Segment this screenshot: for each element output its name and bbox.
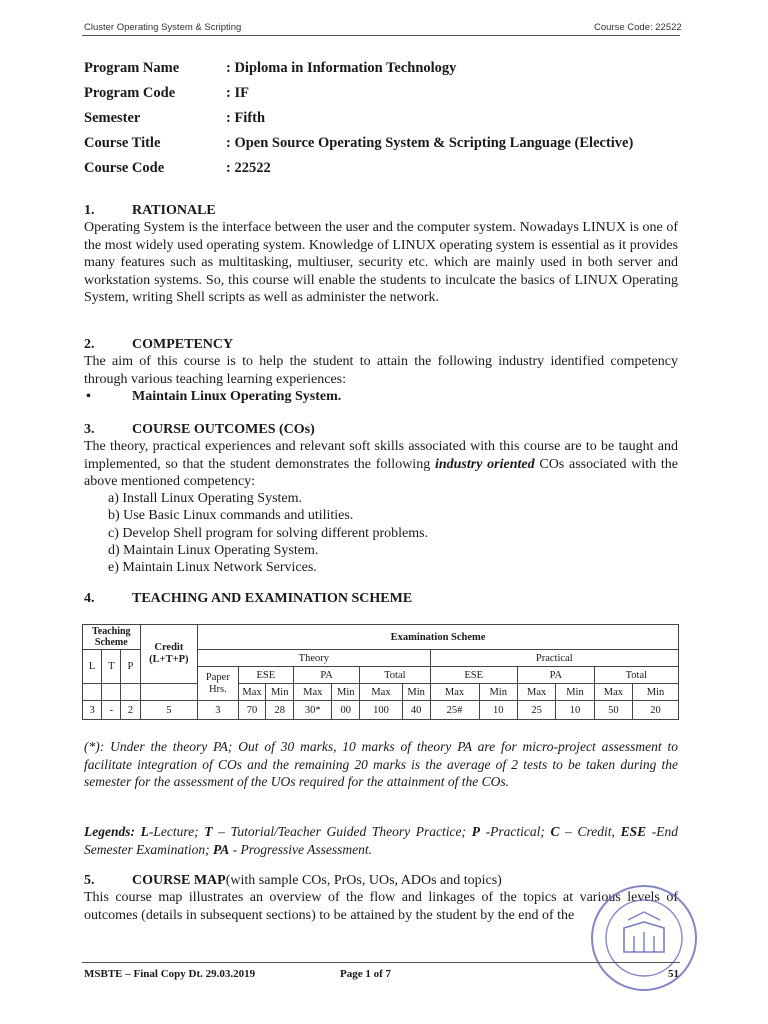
legends-label: Legends: [84,824,135,839]
table-cell: 00 [332,701,360,720]
min-header: Min [479,684,517,701]
table-cell: 25# [430,701,479,720]
list-item: c) Develop Shell program for solving different problems. [108,525,429,541]
min-header: Min [633,684,679,701]
legend-text: -End Semester Examination; [84,824,679,857]
legend-text: – Tutorial/Teacher Guided Theory Practice; [212,824,472,839]
table-cell: - [102,701,121,720]
max-header: Max [430,684,479,701]
rationale-text: Operating System is the interface between the user and the computer system. Nowadays LINUX is one of the most widely used operating system. Knowledge of LINUX operating system is essential as it provides many features such as multitasking, multiuser, security etc. which are mainly used in both server and workstation systems. So, this course will enable the students to inculcate the basics of LINUX Operating System, writing Shell scripts as well as administer the network. [84,220,678,305]
section-rationale-heading [84,203,216,219]
max-header: Max [360,684,403,701]
competency-bullet: Maintain Linux Operating System. [132,389,342,404]
table-cell: 40 [402,701,430,720]
section-competency-heading [84,337,233,353]
min-header: Min [402,684,430,701]
coursemap-text: This course map illustrates an overview of the flow and linkages of the topics at various levels of outcomes (details in subsequent sections) to be attained by the student by the end of the [84,890,678,923]
header-left: Cluster Operating System & Scripting [84,22,242,33]
blank-cell [140,684,198,701]
theory-header: Theory [198,650,430,667]
section-number: 1. [84,203,95,218]
theory-ese-header: ESE [238,667,293,684]
table-cell: 2 [121,701,140,720]
info-label: Semester [84,110,141,126]
section-title: TEACHING AND EXAMINATION SCHEME [132,591,413,606]
info-label: Course Code [84,160,165,176]
legends [84,823,678,858]
list-item: a) Install Linux Operating System. [108,491,303,506]
table-cell: 3 [198,701,239,720]
outcomes-list [108,490,428,576]
legend-key: P [471,824,480,839]
section-number: 4. [84,591,95,606]
l-header: L [83,650,102,684]
table-cell: 70 [238,701,266,720]
blank-cell [102,684,121,701]
practical-total-header: Total [594,667,678,684]
exam-scheme-header: Examination Scheme [198,625,679,650]
max-header: Max [294,684,332,701]
section-coursemap-heading [84,873,502,889]
legend-key: T [204,824,213,839]
max-header: Max [594,684,632,701]
table-cell: 10 [479,701,517,720]
practical-ese-header: ESE [430,667,517,684]
page-number: Page 1 of 7 [340,968,392,980]
table-cell: 5 [140,701,198,720]
competency-text: The aim of this course is to help the student to attain the following industry identified competency through various teaching learning experiences: [84,354,678,387]
header-rule [82,35,680,36]
legend-text: – Credit, [559,824,615,839]
section-title: COURSE OUTCOMES (COs) [132,422,315,437]
info-value: : IF [226,85,249,101]
section-number: 2. [84,337,95,352]
max-header: Max [238,684,266,701]
list-item: e) Maintain Linux Network Services. [108,560,317,576]
teaching-scheme-header: Teaching Scheme [83,625,141,650]
blank-cell [83,684,102,701]
scheme-table [82,624,679,720]
outcomes-text [84,438,678,491]
min-header: Min [556,684,594,701]
info-value: : Fifth [226,110,266,126]
legend-key: L [140,824,149,839]
max-header: Max [517,684,555,701]
info-label: Program Code [84,85,176,101]
t-header: T [102,650,121,684]
info-label: Program Name [84,60,180,76]
section-title: COURSE MAP [132,873,226,888]
legend-key: C [550,824,560,839]
section-outcomes-heading [84,422,315,438]
header-right: Course Code: 22522 [594,22,682,33]
table-cell: 20 [633,701,679,720]
blank-cell [121,684,140,701]
theory-pa-note: (*): Under the theory PA; Out of 30 marks, 10 marks of theory PA are for micro-project assessment to facilitate integration of COs and the remaining 20 marks is the average of 2 tests to be taken during the semester for the assessment of the UOs required for the attainment of the COs. [84,739,678,789]
table-cell: 100 [360,701,403,720]
p-header: P [121,650,140,684]
min-header: Min [332,684,360,701]
practical-header: Practical [430,650,678,667]
theory-pa-header: PA [294,667,360,684]
section-title: COMPETENCY [132,337,234,352]
list-item: d) Maintain Linux Operating System. [108,542,319,558]
list-item: b) Use Basic Linux commands and utilities. [108,508,354,524]
footer-left: MSBTE – Final Copy Dt. 29.03.2019 [84,968,256,980]
table-row [83,701,679,720]
practical-pa-header: PA [517,667,594,684]
outcomes-text-b: COs associated with the above mentioned competency: [84,456,679,489]
min-header: Min [266,684,294,701]
section-number: 3. [84,422,95,437]
info-value: : Diploma in Information Technology [226,60,457,76]
institution-seal [588,882,700,994]
footer-right: 51 [668,968,679,980]
paper-hrs-header: Paper Hrs. [198,667,239,701]
section-title-suffix: (with sample COs, PrOs, UOs, ADOs and topics) [225,873,502,888]
section-title: RATIONALE [132,203,216,218]
table-cell: 50 [594,701,632,720]
legend-text: -Lecture; [148,824,205,839]
legend-key: PA [212,841,230,857]
credit-header: Credit (L+T+P) [140,625,198,684]
table-cell: 25 [517,701,555,720]
table-cell: 30* [294,701,332,720]
info-label: Course Title [84,135,161,151]
legend-text: -Practical; [479,824,551,839]
section-number: 5. [84,873,95,888]
table-cell: 10 [556,701,594,720]
legend-text: - Progressive Assessment. [229,841,372,857]
theory-total-header: Total [360,667,430,684]
legend-key: ESE [620,824,647,839]
table-cell: 28 [266,701,294,720]
outcomes-text-a: The theory, practical experiences and relevant soft skills associated with this course are to be taught and implemented, so that the student demonstrates the following [84,439,678,472]
section-scheme-heading [84,591,412,607]
info-value: : 22522 [226,160,271,176]
outcomes-text-emphasis: industry oriented [434,456,535,472]
footer-rule [82,962,680,963]
table-cell: 3 [83,701,102,720]
info-value: : Open Source Operating System & Scripting Language (Elective) [226,135,634,151]
bullet-icon: • [86,389,91,404]
